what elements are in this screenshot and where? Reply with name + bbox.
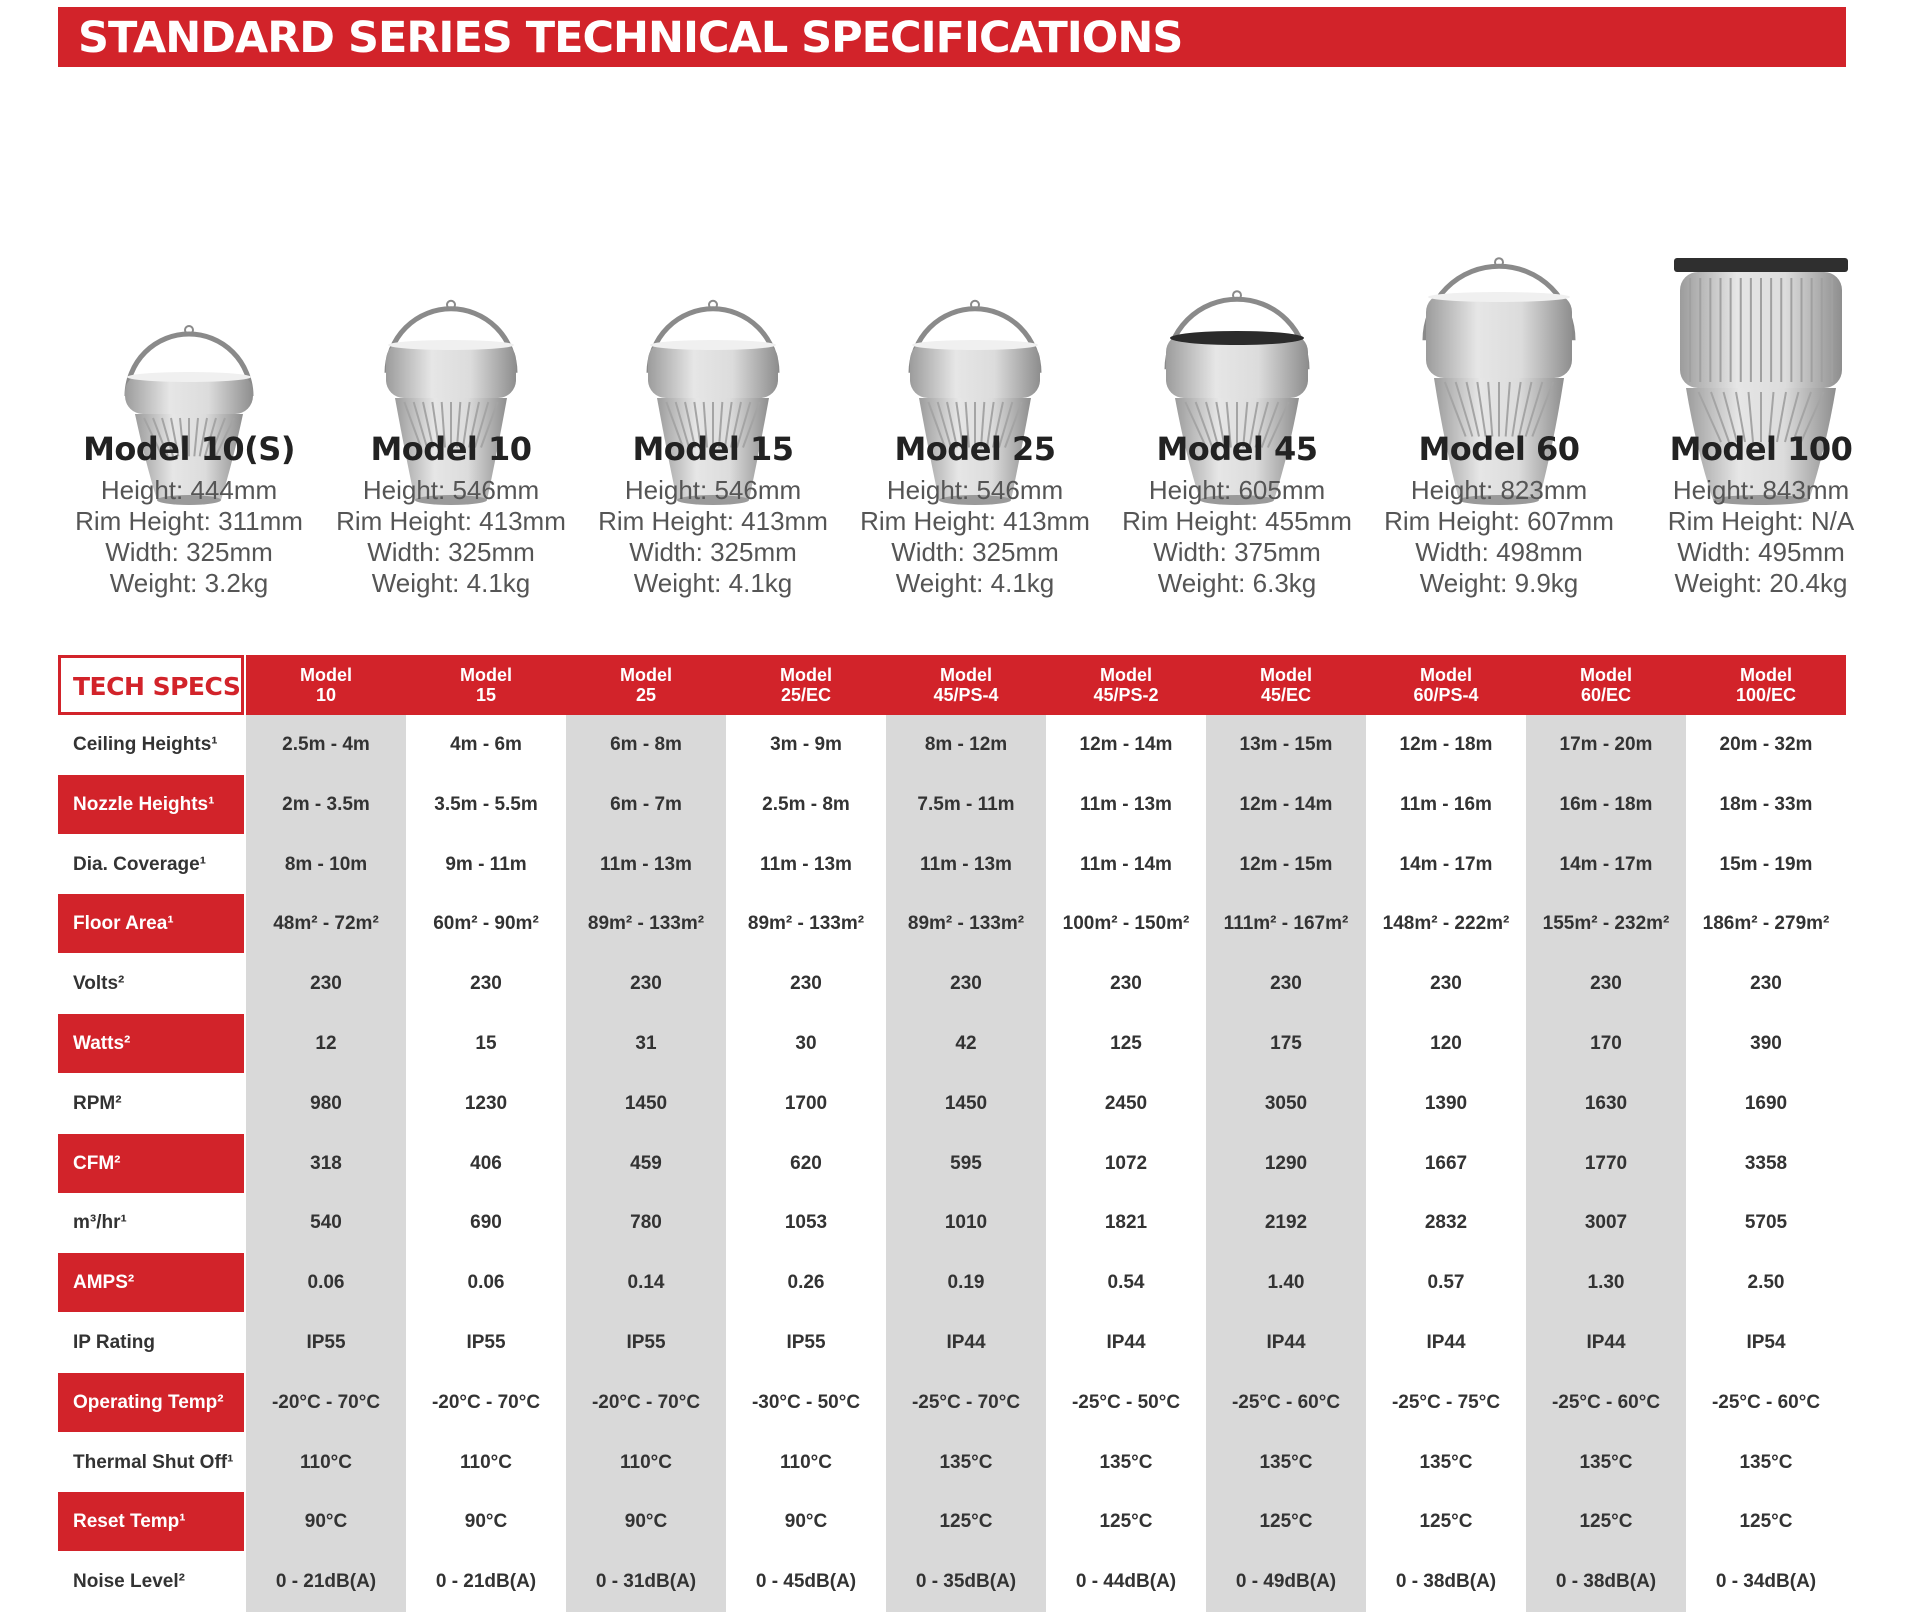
table-cell: 1390: [1424, 1092, 1468, 1114]
product-height: Height: 546mm: [624, 475, 802, 505]
table-cell: 110°C: [460, 1451, 512, 1473]
table-title-cell: [58, 655, 244, 715]
table-cell: 135°C: [1259, 1451, 1313, 1473]
product-card: [1106, 90, 1368, 610]
table-cell: 11m - 13m: [600, 853, 692, 875]
table-row: [58, 1014, 1846, 1073]
product-rim-height: Rim Height: N/A: [1667, 506, 1855, 536]
column-header-line1: Model: [1580, 665, 1632, 685]
table-cell: 110°C: [300, 1451, 352, 1473]
table-cell: 595: [950, 1152, 982, 1174]
table-cell: 8m - 10m: [284, 853, 368, 875]
table-cell: 459: [630, 1152, 662, 1174]
table-cell: 90°C: [464, 1511, 508, 1533]
table-cell: 1770: [1584, 1152, 1628, 1174]
table-cell: 11m - 13m: [760, 853, 852, 875]
product-width: Width: 325mm: [367, 537, 535, 567]
table-cell: 230: [950, 973, 982, 995]
product-specs: [582, 475, 844, 599]
column-header: [1046, 655, 1206, 715]
product-card: [58, 90, 320, 610]
table-cell: 0.06: [307, 1272, 345, 1294]
table-cell: 1450: [624, 1092, 668, 1114]
table-cell: 155m² - 232m²: [1542, 913, 1670, 935]
row-label: Reset Temp¹: [58, 1492, 244, 1551]
table-row: [58, 715, 1846, 774]
column-header: [246, 655, 406, 715]
table-cell: 11m - 13m: [1080, 793, 1172, 815]
table-cell: IP44: [1426, 1332, 1466, 1353]
table-cell: -25°C - 60°C: [1231, 1391, 1341, 1413]
table-cell: 780: [630, 1212, 662, 1234]
table-cell: 3.5m - 5.5m: [434, 793, 538, 815]
table-cell: IP55: [306, 1332, 346, 1353]
column-header-line2: 25: [635, 685, 657, 705]
product-rim-height: Rim Height: 455mm: [1122, 506, 1352, 536]
column-header-line1: Model: [460, 665, 512, 685]
row-label: Thermal Shut Off¹: [73, 1451, 234, 1473]
column-header: [1206, 655, 1366, 715]
table-cell: -25°C - 60°C: [1551, 1391, 1661, 1413]
table-cell: 6m - 8m: [610, 734, 682, 755]
table-cell: 318: [310, 1152, 342, 1174]
table-cell: 230: [1750, 973, 1782, 995]
row-label: RPM²: [73, 1092, 122, 1114]
product-card: [1630, 90, 1892, 610]
product-weight: Weight: 4.1kg: [895, 568, 1055, 598]
table-cell: 0.26: [787, 1272, 825, 1294]
table-row: [58, 1552, 1846, 1611]
table-cell: 16m - 18m: [1559, 793, 1653, 815]
row-label: Noise Level²: [73, 1571, 185, 1593]
product-height: Height: 605mm: [1148, 475, 1326, 505]
table-cell: 100m² - 150m²: [1062, 913, 1190, 935]
column-header-line1: Model: [1420, 665, 1472, 685]
table-cell: 110°C: [620, 1451, 672, 1473]
table-header: [58, 655, 1846, 715]
table-cell: IP55: [626, 1332, 666, 1353]
product-specs: [1630, 475, 1892, 599]
column-header-line1: Model: [300, 665, 352, 685]
table-cell: 135°C: [1579, 1451, 1633, 1473]
column-header-line1: Model: [620, 665, 672, 685]
table-cell: 1072: [1104, 1152, 1148, 1174]
product-rim-height: Rim Height: 413mm: [336, 506, 566, 536]
column-header-line2: 10: [315, 685, 337, 705]
table-cell: 12: [315, 1033, 337, 1054]
table-cell: 2.50: [1747, 1272, 1785, 1294]
row-label: Ceiling Heights¹: [73, 734, 218, 755]
product-height: Height: 546mm: [362, 475, 540, 505]
table-cell: 406: [470, 1152, 502, 1174]
product-width: Width: 325mm: [629, 537, 797, 567]
product-name: Model 10(S): [83, 430, 295, 468]
table-row: [58, 775, 1846, 834]
product-height: Height: 823mm: [1410, 475, 1588, 505]
table-cell: 230: [790, 973, 822, 995]
row-label: IP Rating: [73, 1332, 155, 1353]
product-name: Model 10: [370, 430, 532, 468]
table-cell: 148m² - 222m²: [1382, 913, 1510, 935]
table-cell: 17m - 20m: [1559, 734, 1653, 755]
table-cell: -25°C - 60°C: [1711, 1391, 1821, 1413]
column-header-line2: 45/EC: [1260, 685, 1312, 705]
table-cell: 6m - 7m: [610, 793, 682, 815]
table-row: [58, 835, 1846, 894]
product-card: [1368, 90, 1630, 610]
column-header-line2: 60/EC: [1580, 685, 1632, 705]
table-cell: 186m² - 279m²: [1702, 913, 1830, 935]
column-header-line2: 45/PS-2: [1093, 685, 1159, 705]
table-cell: 230: [1430, 973, 1462, 995]
row-label: Floor Area¹: [58, 894, 244, 953]
table-cell: -20°C - 70°C: [591, 1391, 701, 1413]
table-cell: 0 - 34dB(A): [1715, 1571, 1817, 1593]
table-cell: 9m - 11m: [445, 853, 527, 875]
table-cell: 89m² - 133m²: [587, 913, 705, 935]
table-cell: 135°C: [939, 1451, 993, 1473]
table-cell: 13m - 15m: [1239, 734, 1333, 755]
table-cell: 0 - 38dB(A): [1395, 1571, 1497, 1593]
product-weight: Weight: 3.2kg: [109, 568, 269, 598]
product-width: Width: 325mm: [891, 537, 1059, 567]
table-cell: 5705: [1744, 1212, 1788, 1234]
table-cell: 230: [1270, 973, 1302, 995]
table-cell: 1230: [464, 1092, 508, 1114]
table-cell: 89m² - 133m²: [907, 913, 1025, 935]
table-cell: 135°C: [1099, 1451, 1153, 1473]
table-cell: 11m - 14m: [1080, 853, 1172, 875]
table-cell: 3m - 9m: [770, 734, 842, 755]
product-width: Width: 498mm: [1415, 537, 1583, 567]
table-cell: 690: [470, 1212, 502, 1234]
product-width: Width: 375mm: [1153, 537, 1321, 567]
table-row: [58, 1134, 1846, 1193]
table-cell: 0 - 35dB(A): [915, 1571, 1017, 1593]
table-cell: 0 - 49dB(A): [1235, 1571, 1337, 1593]
product-rim-height: Rim Height: 311mm: [75, 506, 303, 536]
table-cell: 30: [795, 1033, 817, 1054]
table-cell: 0 - 45dB(A): [755, 1571, 857, 1593]
table-cell: 2.5m - 4m: [282, 734, 370, 755]
table-cell: 3007: [1584, 1212, 1628, 1234]
row-label: AMPS²: [58, 1253, 244, 1312]
table-cell: 230: [470, 973, 502, 995]
table-cell: 12m - 14m: [1079, 734, 1173, 755]
table-cell: IP44: [1586, 1332, 1626, 1353]
table-cell: 2m - 3.5m: [282, 793, 370, 815]
product-name: Model 15: [632, 430, 794, 468]
column-header: [1366, 655, 1526, 715]
product-name: Model 60: [1418, 430, 1580, 468]
table-cell: 1630: [1584, 1092, 1628, 1114]
table-cell: -25°C - 75°C: [1391, 1391, 1501, 1413]
table-cell: 4m - 6m: [450, 734, 522, 755]
table-row: [58, 1433, 1846, 1492]
table-cell: 125°C: [939, 1511, 993, 1533]
table-cell: 620: [790, 1152, 822, 1174]
product-weight: Weight: 4.1kg: [633, 568, 793, 598]
table-cell: 2450: [1104, 1092, 1148, 1114]
product-card: [582, 90, 844, 610]
table-cell: 12m - 18m: [1399, 734, 1493, 755]
table-cell: 2192: [1264, 1212, 1308, 1234]
row-label: Nozzle Heights¹: [58, 775, 244, 834]
table-cell: 3358: [1744, 1152, 1788, 1174]
table-cell: 0.06: [467, 1272, 505, 1294]
table-cell: 42: [955, 1033, 977, 1054]
product-height: Height: 843mm: [1672, 475, 1850, 505]
table-cell: 60m² - 90m²: [433, 913, 539, 935]
table-cell: 90°C: [304, 1511, 348, 1533]
product-height: Height: 444mm: [100, 475, 278, 505]
table-cell: IP44: [1266, 1332, 1306, 1353]
column-header-line1: Model: [1260, 665, 1312, 685]
table-cell: 1.30: [1587, 1272, 1625, 1294]
table-cell: 1667: [1424, 1152, 1468, 1174]
page-title: STANDARD SERIES TECHNICAL SPECIFICATIONS: [78, 13, 1183, 63]
table-cell: 89m² - 133m²: [747, 913, 865, 935]
table-cell: 125°C: [1579, 1511, 1633, 1533]
table-cell: 8m - 12m: [924, 734, 1008, 755]
column-header-line1: Model: [1740, 665, 1792, 685]
column-header-line2: 100/EC: [1735, 685, 1797, 705]
table-cell: 0 - 31dB(A): [595, 1571, 697, 1593]
table-row: [58, 1492, 1846, 1551]
table-cell: 125°C: [1259, 1511, 1313, 1533]
table-cell: -20°C - 70°C: [271, 1391, 381, 1413]
column-header: [1686, 655, 1846, 715]
table-cell: -20°C - 70°C: [431, 1391, 541, 1413]
table-cell: 1290: [1264, 1152, 1308, 1174]
product-weight: Weight: 6.3kg: [1157, 568, 1317, 598]
column-header-line2: 45/PS-4: [933, 685, 999, 705]
table-cell: 980: [310, 1092, 342, 1114]
table-cell: 12m - 14m: [1239, 793, 1333, 815]
table-cell: 0.54: [1107, 1272, 1145, 1294]
table-cell: 15: [475, 1033, 497, 1054]
table-cell: 0.14: [627, 1272, 665, 1294]
column-header-line1: Model: [940, 665, 992, 685]
table-cell: 170: [1590, 1033, 1622, 1054]
product-width: Width: 495mm: [1677, 537, 1845, 567]
row-label: m³/hr¹: [73, 1212, 127, 1234]
row-label: CFM²: [58, 1134, 244, 1193]
column-header: [406, 655, 566, 715]
table-cell: 48m² - 72m²: [273, 913, 379, 935]
row-label: Dia. Coverage¹: [73, 853, 207, 875]
table-cell: 1053: [784, 1212, 828, 1234]
row-label: Operating Temp²: [58, 1373, 244, 1432]
product-specs: [1106, 475, 1368, 599]
table-cell: 7.5m - 11m: [917, 793, 1015, 815]
table-row: [58, 1193, 1846, 1252]
table-cell: 0.57: [1427, 1272, 1465, 1294]
table-title: TECH SPECS: [73, 672, 241, 701]
column-header: [886, 655, 1046, 715]
product-card: [844, 90, 1106, 610]
row-label: Volts²: [73, 973, 125, 995]
table-cell: IP44: [946, 1332, 986, 1353]
column-header-line2: 60/PS-4: [1413, 685, 1479, 705]
product-name: Model 100: [1669, 430, 1853, 468]
product-gallery: [58, 90, 1855, 610]
table-cell: 90°C: [624, 1511, 668, 1533]
table-cell: 175: [1270, 1033, 1302, 1054]
table-cell: 135°C: [1419, 1451, 1473, 1473]
table-row: [58, 954, 1846, 1013]
table-cell: 31: [635, 1033, 657, 1054]
table-cell: 125: [1110, 1033, 1142, 1054]
table-cell: 0 - 21dB(A): [275, 1571, 377, 1593]
table-row: [58, 1313, 1846, 1372]
table-cell: 0 - 21dB(A): [435, 1571, 537, 1593]
table-cell: -30°C - 50°C: [751, 1391, 861, 1413]
table-cell: 1821: [1104, 1212, 1148, 1234]
table-row: [58, 1074, 1846, 1133]
table-cell: 111m² - 167m²: [1223, 913, 1349, 935]
table-cell: 3050: [1264, 1092, 1308, 1114]
table-row: [58, 1373, 1846, 1432]
table-cell: 125°C: [1099, 1511, 1153, 1533]
table-cell: 2.5m - 8m: [762, 793, 850, 815]
table-cell: 12m - 15m: [1239, 853, 1333, 875]
table-cell: 0 - 44dB(A): [1075, 1571, 1177, 1593]
table-cell: 2832: [1424, 1212, 1468, 1234]
product-card: [320, 90, 582, 610]
column-header: [726, 655, 886, 715]
table-cell: 125°C: [1739, 1511, 1793, 1533]
table-cell: 135°C: [1739, 1451, 1793, 1473]
table-cell: 20m - 32m: [1719, 734, 1813, 755]
table-cell: 125°C: [1419, 1511, 1473, 1533]
table-row: [58, 894, 1846, 953]
column-header-line2: 15: [475, 685, 497, 705]
product-specs: [320, 475, 582, 599]
table-cell: 390: [1750, 1033, 1782, 1054]
table-row: [58, 1253, 1846, 1312]
table-cell: IP55: [466, 1332, 506, 1353]
column-header-line1: Model: [1100, 665, 1152, 685]
table-cell: IP44: [1106, 1332, 1146, 1353]
product-weight: Weight: 9.9kg: [1419, 568, 1579, 598]
product-width: Width: 325mm: [105, 537, 273, 567]
column-header: [566, 655, 726, 715]
table-cell: 11m - 13m: [920, 853, 1012, 875]
table-cell: 1700: [784, 1092, 828, 1114]
table-cell: 11m - 16m: [1400, 793, 1492, 815]
product-specs: [58, 475, 320, 599]
product-height: Height: 546mm: [886, 475, 1064, 505]
table-cell: 230: [1590, 973, 1622, 995]
table-cell: 15m - 19m: [1719, 853, 1813, 875]
product-weight: Weight: 4.1kg: [371, 568, 531, 598]
table-cell: 1010: [944, 1212, 988, 1234]
table-cell: 18m - 33m: [1719, 793, 1813, 815]
product-name: Model 45: [1156, 430, 1318, 468]
product-weight: Weight: 20.4kg: [1674, 568, 1848, 598]
table-cell: 540: [310, 1212, 342, 1234]
product-rim-height: Rim Height: 413mm: [860, 506, 1090, 536]
table-cell: 1.40: [1267, 1272, 1305, 1294]
table-cell: 0 - 38dB(A): [1555, 1571, 1657, 1593]
table-cell: 120: [1430, 1033, 1462, 1054]
product-rim-height: Rim Height: 607mm: [1384, 506, 1614, 536]
column-header-line2: 25/EC: [780, 685, 832, 705]
table-cell: IP54: [1746, 1332, 1786, 1353]
product-name: Model 25: [894, 430, 1056, 468]
product-specs: [844, 475, 1106, 599]
table-cell: 230: [310, 973, 342, 995]
table-cell: 90°C: [784, 1511, 828, 1533]
table-cell: 230: [630, 973, 662, 995]
product-specs: [1368, 475, 1630, 599]
table-cell: 1450: [944, 1092, 988, 1114]
table-cell: 230: [1110, 973, 1142, 995]
column-header: [1526, 655, 1686, 715]
table-cell: 0.19: [947, 1272, 985, 1294]
title-banner: [58, 7, 1846, 67]
table-cell: 14m - 17m: [1399, 853, 1493, 875]
table-cell: 14m - 17m: [1559, 853, 1653, 875]
table-cell: IP55: [786, 1332, 826, 1353]
row-label: Watts²: [58, 1014, 244, 1073]
table-cell: 1690: [1744, 1092, 1788, 1114]
column-header-line1: Model: [780, 665, 832, 685]
product-rim-height: Rim Height: 413mm: [598, 506, 828, 536]
table-cell: -25°C - 50°C: [1071, 1391, 1181, 1413]
table-cell: 110°C: [780, 1451, 832, 1473]
table-cell: -25°C - 70°C: [911, 1391, 1021, 1413]
